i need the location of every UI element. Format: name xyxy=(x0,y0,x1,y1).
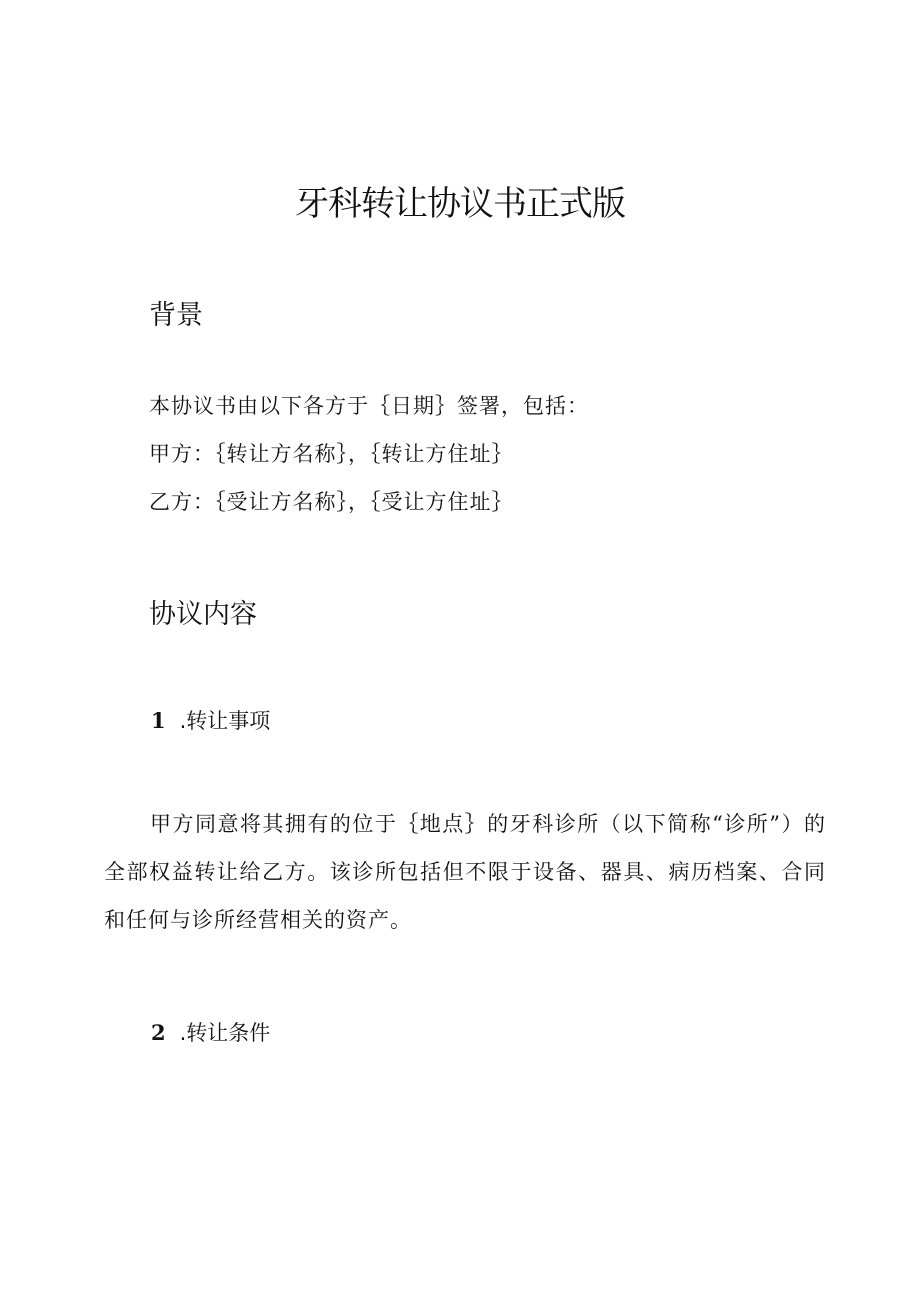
document-title: 牙科转让协议书正式版 xyxy=(295,184,625,224)
background-intro: 本协议书由以下各方于｛日期｝签署，包括： xyxy=(149,394,589,418)
item-1-title: .转让事项 xyxy=(179,709,271,733)
item-1-heading xyxy=(151,705,270,735)
item-2-heading xyxy=(151,1017,270,1047)
item-1-body: 甲方同意将其拥有的位于｛地点｝的牙科诊所（以下简称“诊所”）的全部权益转让给乙方。该诊所包括但不限于设备、器具、病历档案、合同和任何与诊所经营相关的资产。 xyxy=(104,812,826,932)
party-b-line: 乙方：｛受让方名称｝，｛受让方住址｝ xyxy=(149,490,514,514)
agreement-heading: 协议内容 xyxy=(149,599,257,630)
item-2-title: .转让条件 xyxy=(179,1021,271,1045)
party-a-line: 甲方：｛转让方名称｝，｛转让方住址｝ xyxy=(149,442,514,466)
item-1-number: 1 xyxy=(151,708,166,733)
background-heading: 背景 xyxy=(149,300,203,331)
item-2-number: 2 xyxy=(151,1020,166,1045)
